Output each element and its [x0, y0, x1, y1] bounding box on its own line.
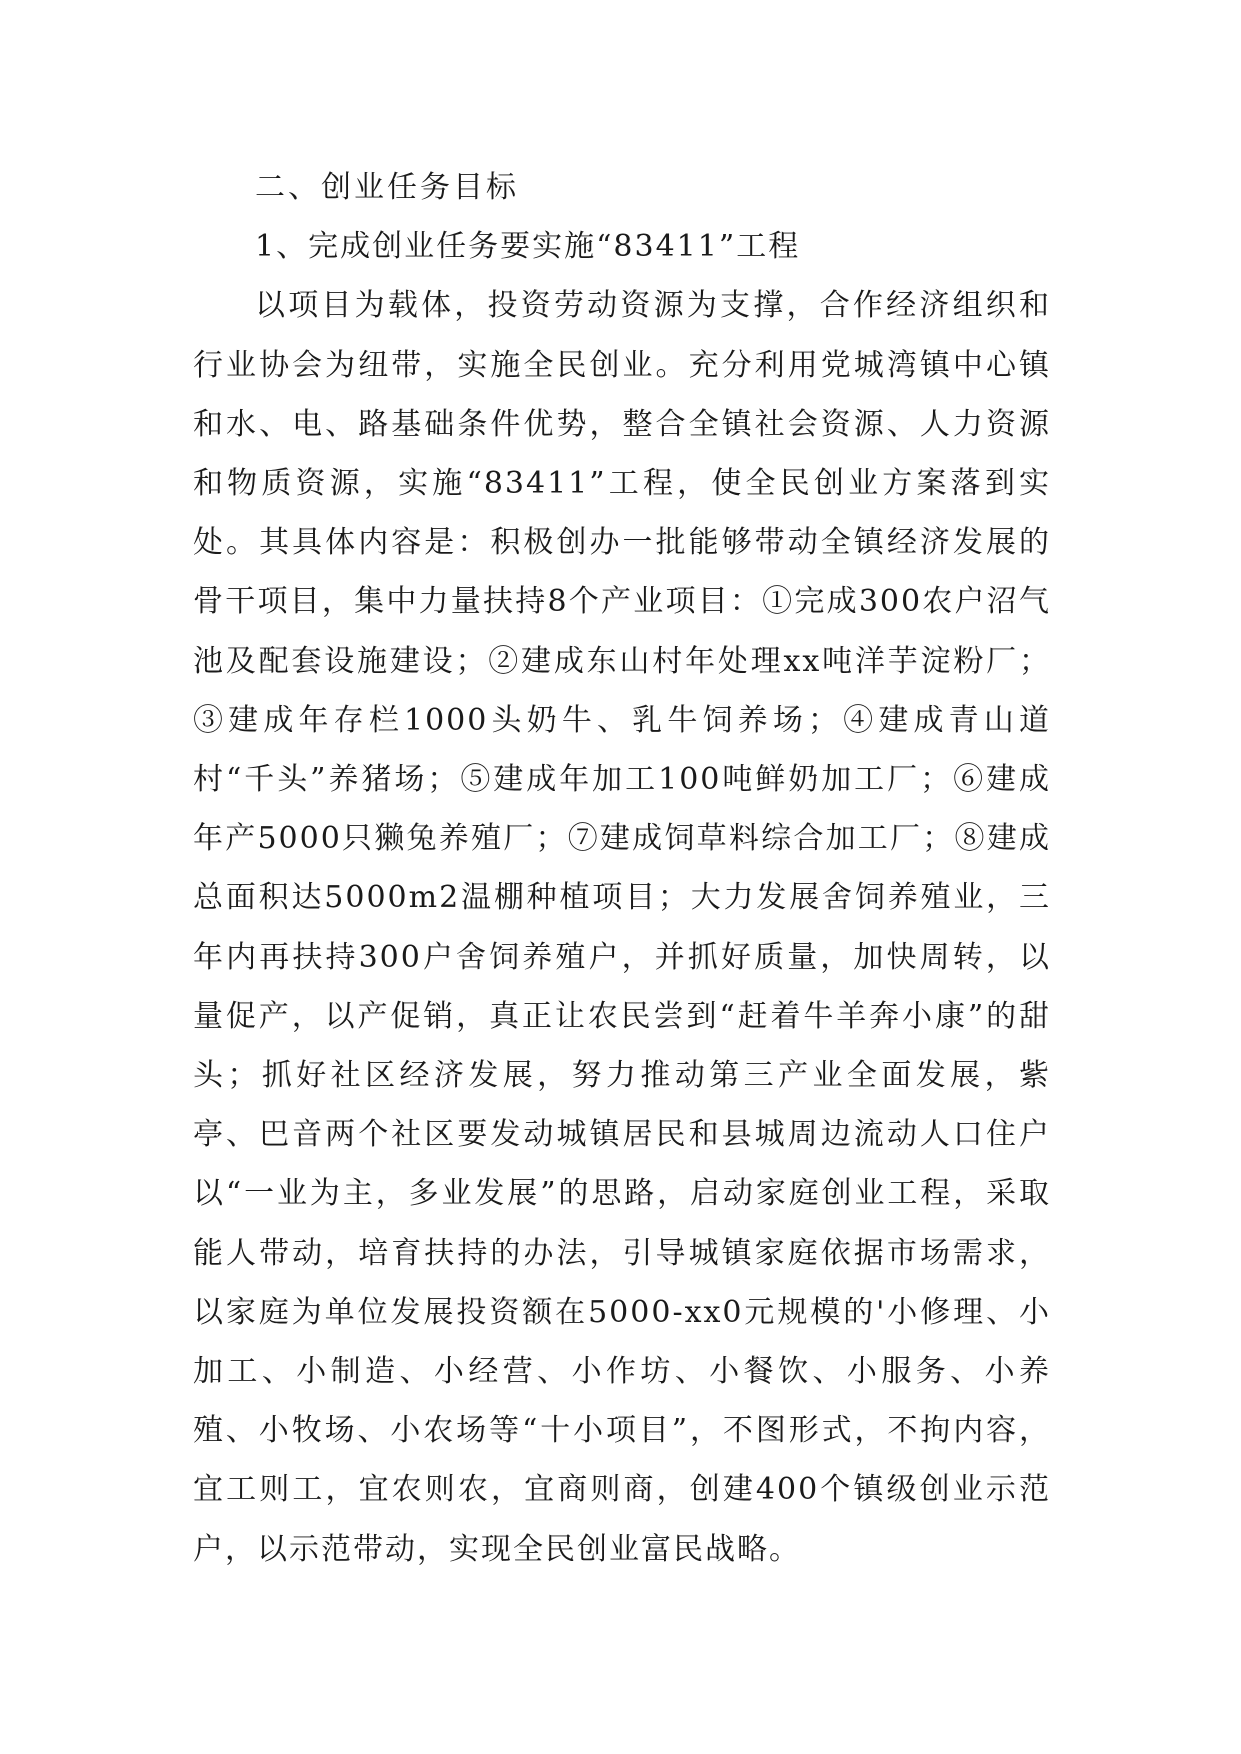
body-paragraph: 以项目为载体，投资劳动资源为支撑，合作经济组织和行业协会为纽带，实施全民创业。充分利用党城湾镇中心镇和水、电、路基础条件优势，整合全镇社会资源、人力资源和物质资源，实施“83411”工程，使全民创业方案落到实处。其具体内容是：积极创办一批能够带动全镇经济发展的骨干项目，集中力量扶持8个产业项目：①完成300农户沼气池及配套设施建设；②建成东山村年处理xx吨洋芋淀粉厂；③建成年存栏1000头奶牛、乳牛饲养场；④建成青山道村“千头”养猪场；⑤建成年加工100吨鲜奶加工厂；⑥建成年产5000只獭兔养殖厂；⑦建成饲草料综合加工厂；⑧建成总面积达5000m2温棚种植项目；大力发展舍饲养殖业，三年内再扶持300户舍饲养殖户，并抓好质量，加快周转，以量促产，以产促销，真正让农民尝到“赶着牛羊奔小康”的甜头；抓好社区经济发展，努力推动第三产业全面发展，紫亭、巴音两个社区要发动城镇居民和县城周边流动人口住户以“一业为主，多业发展”的思路，启动家庭创业工程，采取能人带动，培育扶持的办法，引导城镇家庭依据市场需求，以家庭为单位发展投资额在5000-xx0元规模的'小修理、小加工、小制造、小经营、小作坊、小餐饮、小服务、小养殖、小牧场、小农场等“十小项目”，不图形式，不拘内容，宜工则工，宜农则农，宜商则商，创建400个镇级创业示范户，以示范带动，实现全民创业富民战略。	[193, 288, 1051, 1567]
document-content	[193, 158, 1051, 1579]
section-heading: 二、创业任务目标	[255, 170, 519, 205]
subsection-heading: 1、完成创业任务要实施“83411”工程	[255, 229, 801, 265]
